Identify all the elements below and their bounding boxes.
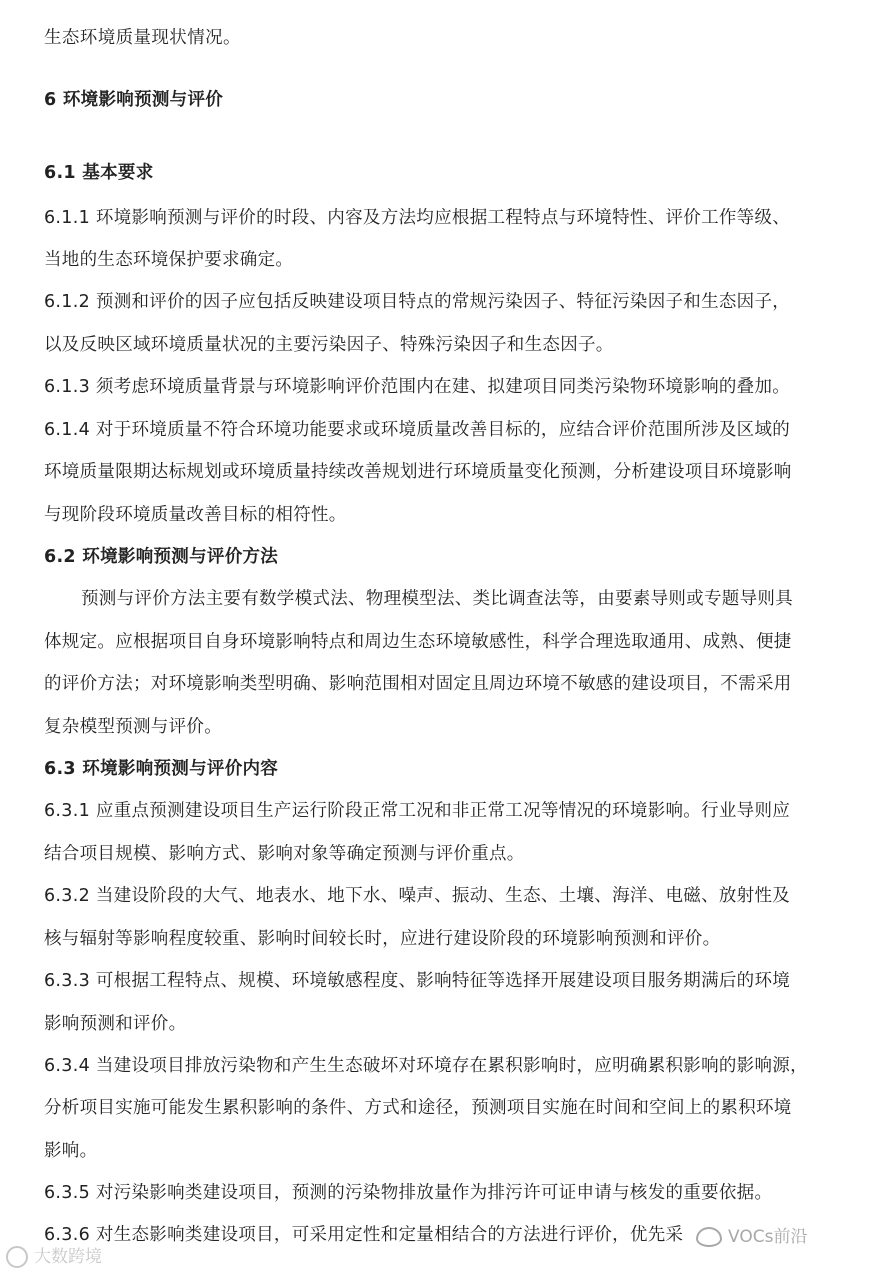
paragraph-line: 当地的生态环境保护要求确定。 — [44, 250, 294, 270]
paragraph-line: 预测与评价方法主要有数学模式法、物理模型法、类比调查法等，由要素导则或专题导则具 — [81, 589, 793, 609]
paragraph-line: 6.3.6 对生态影响类建设项目，可采用定性和定量相结合的方法进行评价，优先采 — [44, 1225, 684, 1245]
watermark-right-text: VOCs前沿 — [728, 1227, 808, 1247]
paragraph-line: 6.1.1 环境影响预测与评价的时段、内容及方法均应根据工程特点与环境特性、评价工作等级、 — [44, 208, 791, 228]
paragraph-line: 生态环境质量现状情况。 — [44, 28, 241, 48]
paragraph-line: 影响。 — [44, 1141, 98, 1161]
watermark-right — [696, 1222, 807, 1247]
wechat-icon — [696, 1227, 722, 1247]
section-heading: 6.3 环境影响预测与评价内容 — [44, 759, 279, 779]
paragraph-line: 影响预测和评价。 — [44, 1014, 187, 1034]
paragraph-line: 核与辐射等影响程度较重、影响时间较长时，应进行建设阶段的环境影响预测和评价。 — [44, 929, 721, 949]
paragraph-line: 6.3.5 对污染影响类建设项目，预测的污染物排放量作为排污许可证申请与核发的重要依据。 — [44, 1183, 773, 1203]
section-heading: 6.2 环境影响预测与评价方法 — [44, 547, 279, 567]
watermark-left — [6, 1242, 102, 1268]
paragraph-line: 与现阶段环境质量改善目标的相符性。 — [44, 505, 347, 525]
paragraph-line: 复杂模型预测与评价。 — [44, 717, 222, 737]
paragraph-line: 分析项目实施可能发生累积影响的条件、方式和途径，预测项目实施在时间和空间上的累积环境 — [44, 1098, 792, 1118]
paragraph-line: 6.3.4 当建设项目排放污染物和产生生态破坏对环境存在累积影响时，应明确累积影响的影响源， — [44, 1056, 808, 1076]
paragraph-line: 体规定。应根据项目自身环境影响特点和周边生态环境敏感性，科学合理选取通用、成熟、便捷 — [44, 632, 792, 652]
paragraph-line: 的评价方法；对环境影响类型明确、影响范围相对固定且周边环境不敏感的建设项目，不需采用 — [44, 674, 792, 694]
paragraph-line: 环境质量限期达标规划或环境质量持续改善规划进行环境质量变化预测，分析建设项目环境影响 — [44, 462, 792, 482]
watermark-left-text: 大数跨境 — [34, 1247, 102, 1267]
paragraph-line: 6.3.1 应重点预测建设项目生产运行阶段正常工况和非正常工况等情况的环境影响。行业导则应 — [44, 801, 791, 821]
watermark-logo-icon — [6, 1246, 28, 1268]
paragraph-line: 6.1.4 对于环境质量不符合环境功能要求或环境质量改善目标的，应结合评价范围所涉及区域的 — [44, 420, 791, 440]
section-heading: 6 环境影响预测与评价 — [44, 90, 224, 110]
paragraph-line: 以及反映区域环境质量状况的主要污染因子、特殊污染因子和生态因子。 — [44, 335, 614, 355]
section-heading: 6.1 基本要求 — [44, 163, 154, 183]
paragraph-line: 6.3.3 可根据工程特点、规模、环境敏感程度、影响特征等选择开展建设项目服务期满后的环境 — [44, 971, 791, 991]
paragraph-line: 6.3.2 当建设阶段的大气、地表水、地下水、噪声、振动、生态、土壤、海洋、电磁、放射性及 — [44, 886, 791, 906]
paragraph-line: 6.1.3 须考虑环境质量背景与环境影响评价范围内在建、拟建项目同类污染物环境影响的叠加。 — [44, 377, 791, 397]
paragraph-line: 结合项目规模、影响方式、影响对象等确定预测与评价重点。 — [44, 844, 525, 864]
paragraph-line: 6.1.2 预测和评价的因子应包括反映建设项目特点的常规污染因子、特征污染因子和生态因子， — [44, 292, 791, 312]
